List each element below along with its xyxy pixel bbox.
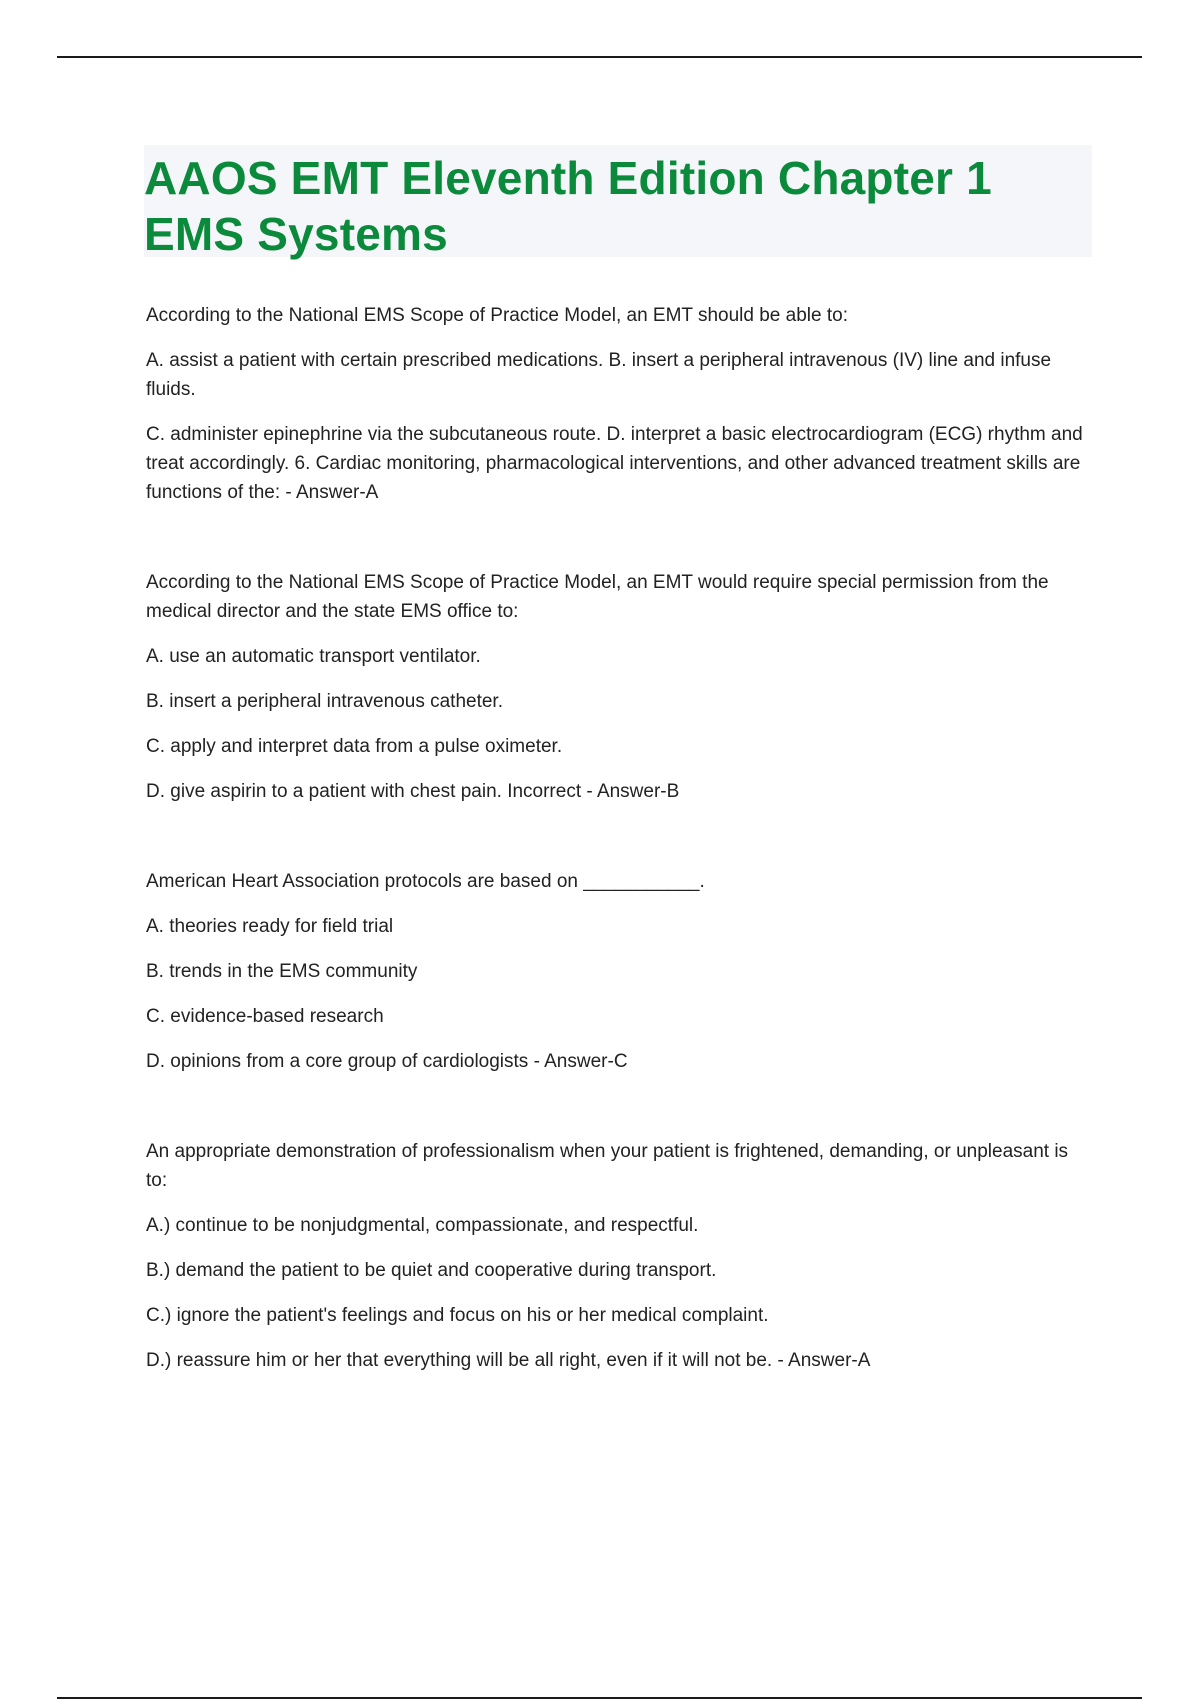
answer-option: B. insert a peripheral intravenous catheter.	[146, 691, 503, 712]
answer-option: A.) continue to be nonjudgmental, compassionate, and respectful.	[146, 1215, 699, 1236]
question-stem: American Heart Association protocols are based on ___________.	[146, 871, 705, 892]
question-stem: According to the National EMS Scope of Practice Model, an EMT should be able to:	[146, 305, 848, 326]
footer-rule	[57, 1697, 1142, 1699]
question-stem: An appropriate demonstration of professionalism when your patient is frightened, demanding, or unpleasant is to:	[146, 1141, 1069, 1191]
answer-option: A. assist a patient with certain prescribed medications. B. insert a peripheral intravenous (IV) line and infuse fluids.	[146, 350, 1052, 400]
question-stem: According to the National EMS Scope of Practice Model, an EMT would require special permission from the medical director and the state EMS office to:	[146, 572, 1049, 622]
question-block-3	[146, 867, 1086, 1076]
answer-option: C. administer epinephrine via the subcutaneous route. D. interpret a basic electrocardiogram (ECG) rhythm and treat accordingly. 6. Cardiac monitoring, pharmacological interventions, and other advanced treatment skills are functions of the: - Answer-A	[146, 424, 1083, 503]
answer-option: B.) demand the patient to be quiet and cooperative during transport.	[146, 1260, 717, 1281]
document-title	[144, 145, 1092, 260]
answer-option: B. trends in the EMS community	[146, 961, 418, 982]
question-block-2	[146, 568, 1086, 806]
answer-option: A. theories ready for field trial	[146, 916, 394, 937]
answer-option: C. apply and interpret data from a pulse oximeter.	[146, 736, 563, 757]
answer-option: D. give aspirin to a patient with chest pain. Incorrect - Answer-B	[146, 781, 680, 802]
answer-option: C. evidence-based research	[146, 1006, 384, 1027]
answer-option: D.) reassure him or her that everything will be all right, even if it will not be. - Answer-A	[146, 1350, 871, 1371]
question-block-4	[146, 1137, 1086, 1375]
question-block-1	[146, 301, 1086, 507]
answer-option: C.) ignore the patient's feelings and focus on his or her medical complaint.	[146, 1305, 769, 1326]
title-line-1: AAOS EMT Eleventh Edition Chapter 1	[144, 152, 992, 204]
answer-option: A. use an automatic transport ventilator.	[146, 646, 481, 667]
header-rule	[57, 56, 1142, 58]
answer-option: D. opinions from a core group of cardiologists - Answer-C	[146, 1051, 628, 1072]
title-line-2: EMS Systems	[144, 208, 448, 260]
question-list	[146, 301, 1086, 1436]
